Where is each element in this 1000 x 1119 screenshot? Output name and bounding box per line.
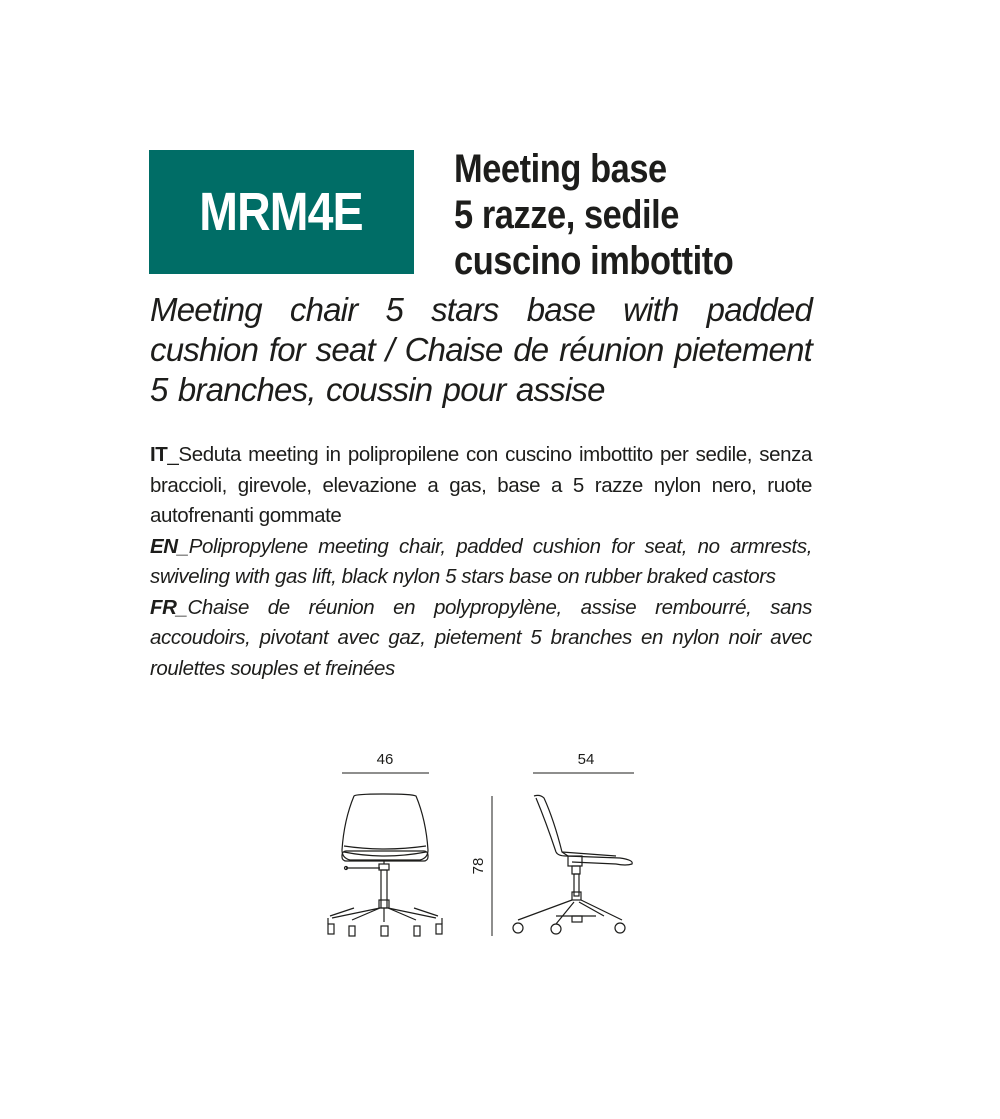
dimension-width-label: 46 bbox=[376, 751, 394, 768]
product-subtitle: Meeting chair 5 stars base with padded cushion for seat / Chaise de réunion pietement 5 branches, coussin pour assise bbox=[150, 291, 812, 408]
dimension-height-label: 78 bbox=[470, 857, 487, 875]
product-description bbox=[150, 440, 812, 684]
description-fr-text: _Chaise de réunion en polypropylène, assise rembourré, sans accoudoirs, pivotant avec gaz, pietement 5 branches en nylon noir avec roulettes souples et freinées bbox=[150, 595, 812, 680]
description-it-text: _Seduta meeting in polipropilene con cuscino imbottito per sedile, senza braccioli, girevole, elevazione a gas, base a 5 razze nylon nero, ruote autofrenanti gommate bbox=[150, 443, 812, 527]
title-line-2: 5 razze, sedile bbox=[454, 193, 679, 237]
chair-side-view-icon bbox=[513, 795, 632, 934]
lang-code-fr: FR bbox=[150, 595, 177, 619]
title-line-3: cuscino imbottito bbox=[454, 239, 734, 283]
lang-code-it: IT bbox=[150, 443, 168, 466]
dimension-depth-label: 54 bbox=[577, 751, 595, 768]
description-en bbox=[150, 532, 812, 593]
dimension-drawing bbox=[320, 740, 650, 960]
description-en-text: _Polipropylene meeting chair, padded cushion for seat, no armrests, swiveling with gas lift, black nylon 5 stars base on rubber braked castors bbox=[150, 534, 812, 588]
lang-code-en: EN bbox=[150, 534, 178, 558]
description-fr bbox=[150, 593, 812, 685]
product-code: MRM4E bbox=[199, 182, 364, 242]
description-it bbox=[150, 440, 812, 532]
product-title-italian bbox=[454, 146, 798, 284]
product-code-badge bbox=[149, 150, 414, 274]
title-line-1: Meeting base bbox=[454, 147, 667, 191]
chair-front-view-icon bbox=[328, 794, 442, 936]
